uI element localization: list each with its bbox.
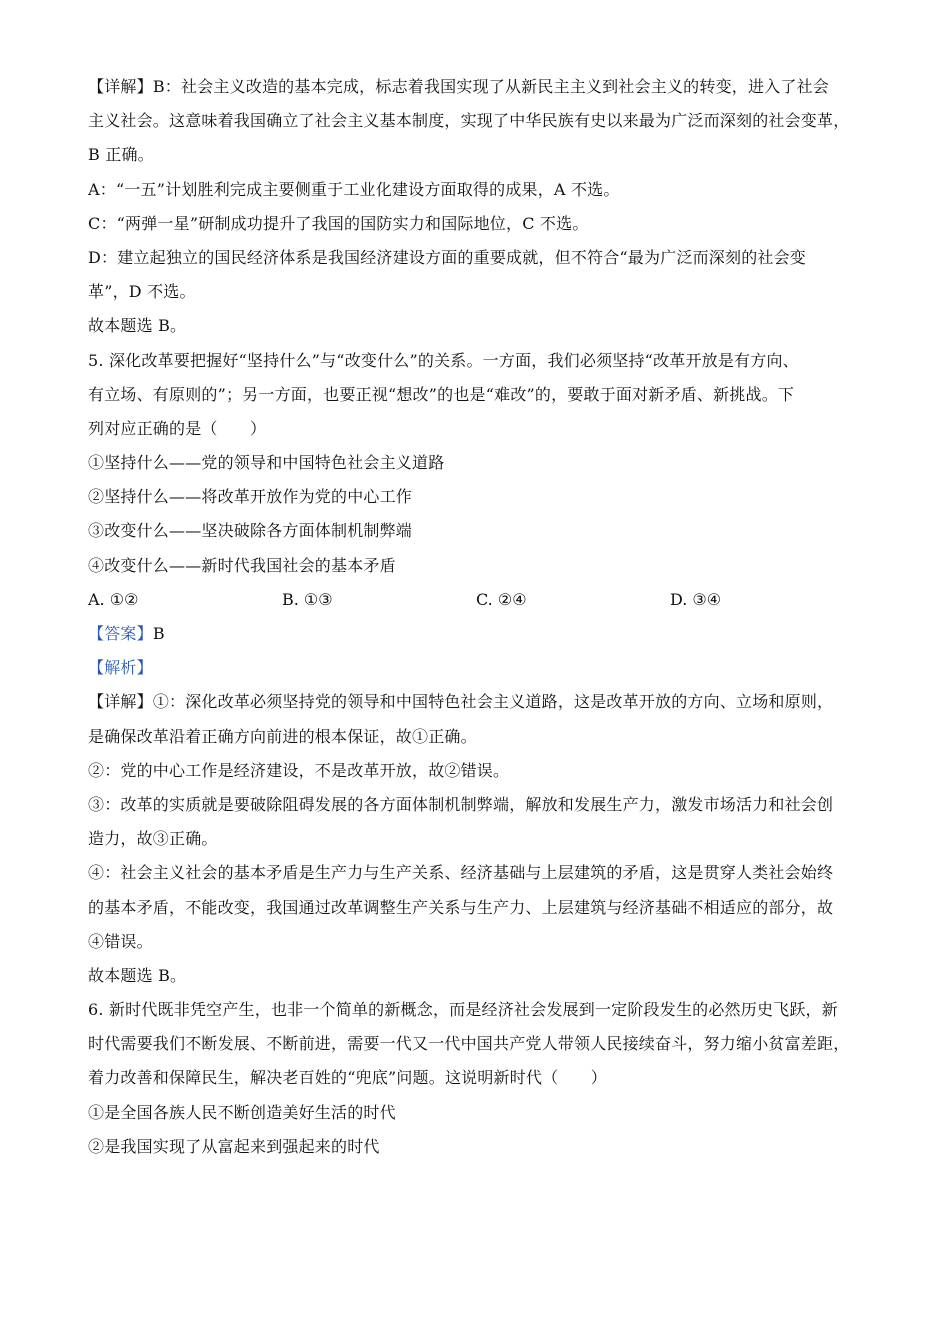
answer-value: B xyxy=(152,624,165,643)
q6-stem-line-3: 着力改善和保障民生，解决老百姓的“兜底”问题。这说明新时代（ ） xyxy=(88,1068,607,1088)
q5-option-b: B. ①③ xyxy=(282,589,333,609)
q6-stem-line-2: 时代需要我们不断发展、不断前进，需要一代又一代中国共产党人带领人民接续奋斗，努力缩小贫富差距， xyxy=(88,1034,850,1054)
q5-detail-line-4: ③：改革的实质就是要破除阻碍发展的各方面体制机制弊端，解放和发展生产力，激发市场活力和社会创 xyxy=(88,794,834,814)
q5-option-d: D. ③④ xyxy=(670,589,722,609)
q4-analysis-line-a: A：“一五”计划胜利完成主要侧重于工业化建设方面取得的成果，A 不选。 xyxy=(88,179,620,199)
q5-detail-line-6: ④：社会主义社会的基本矛盾是生产力与生产关系、经济基础与上层建筑的矛盾，这是贯穿人类社会始终 xyxy=(88,863,834,883)
q5-detail-line-3: ②：党的中心工作是经济建设，不是改革开放，故②错误。 xyxy=(88,760,510,780)
q5-option-c: C. ②④ xyxy=(476,589,527,609)
q5-item-4: ④改变什么——新时代我国社会的基本矛盾 xyxy=(88,555,396,575)
q5-option-a: A. ①② xyxy=(88,589,139,609)
q5-detail-line-8: ④错误。 xyxy=(88,931,153,951)
q4-analysis-line-d-cont: 革”，D 不选。 xyxy=(88,282,196,302)
answer-tag: 【答案】 xyxy=(88,624,153,643)
q4-analysis-line-d: D：建立起独立的国民经济体系是我国经济建设方面的重要成就，但不符合“最为广泛而深刻的社会变 xyxy=(88,247,807,267)
q4-detail-line-2: 主义社会。这意味着我国确立了社会主义基本制度，实现了中华民族有史以来最为广泛而深刻的社会变革， xyxy=(88,111,850,131)
q4-detail-line-1: 【详解】B：社会主义改造的基本完成，标志着我国实现了从新民主主义到社会主义的转变，进入了社会 xyxy=(88,77,829,96)
q5-conclusion: 故本题选 B。 xyxy=(88,965,187,985)
q5-item-3: ③改变什么——坚决破除各方面体制机制弊端 xyxy=(88,521,413,541)
q4-conclusion: 故本题选 B。 xyxy=(88,316,187,336)
analysis-tag: 【解析】 xyxy=(88,658,153,678)
document-page xyxy=(88,70,868,1164)
q5-answer xyxy=(88,617,868,651)
detail-tag: 【详解】 xyxy=(88,77,153,96)
q5-stem-line-1: 5. 深化改革要把握好“坚持什么”与“改变什么”的关系。一方面，我们必须坚持“改革开放是有方向、 xyxy=(88,350,799,370)
q6-item-2: ②是我国实现了从富起来到强起来的时代 xyxy=(88,1136,380,1156)
q5-item-1: ①坚持什么——党的领导和中国特色社会主义道路 xyxy=(88,453,445,473)
q5-detail-line-7: 的基本矛盾，不能改变，我国通过改革调整生产关系与生产力、上层建筑与经济基础不相适应的部分，故 xyxy=(88,897,834,917)
q4-detail-line-3: B 正确。 xyxy=(88,145,154,165)
q5-detail-line-2: 是确保改革沿着正确方向前进的根本保证，故①正确。 xyxy=(88,726,477,746)
q5-stem-line-2: 有立场、有原则的”；另一方面，也要正视“想改”的也是“难改”的，要敢于面对新矛盾、新挑战。下 xyxy=(88,384,795,404)
q5-analysis-heading xyxy=(88,651,868,685)
q5-item-2: ②坚持什么——将改革开放作为党的中心工作 xyxy=(88,487,413,507)
q6-item-1: ①是全国各族人民不断创造美好生活的时代 xyxy=(88,1102,396,1122)
q5-stem-line-3: 列对应正确的是（ ） xyxy=(88,418,267,438)
q4-analysis-line-c: C：“两弹一星”研制成功提升了我国的国防实力和国际地位，C 不选。 xyxy=(88,213,589,233)
detail-tag: 【详解】 xyxy=(88,692,153,712)
q5-detail-line-5: 造力，故③正确。 xyxy=(88,829,218,849)
q6-stem-line-1: 6. 新时代既非凭空产生，也非一个简单的新概念，而是经济社会发展到一定阶段发生的必然历史飞跃，新 xyxy=(88,1000,838,1020)
q5-detail-line-1: 【详解】①：深化改革必须坚持党的领导和中国特色社会主义道路，这是改革开放的方向、立场和原则， xyxy=(88,692,834,712)
q5-options xyxy=(88,583,868,617)
